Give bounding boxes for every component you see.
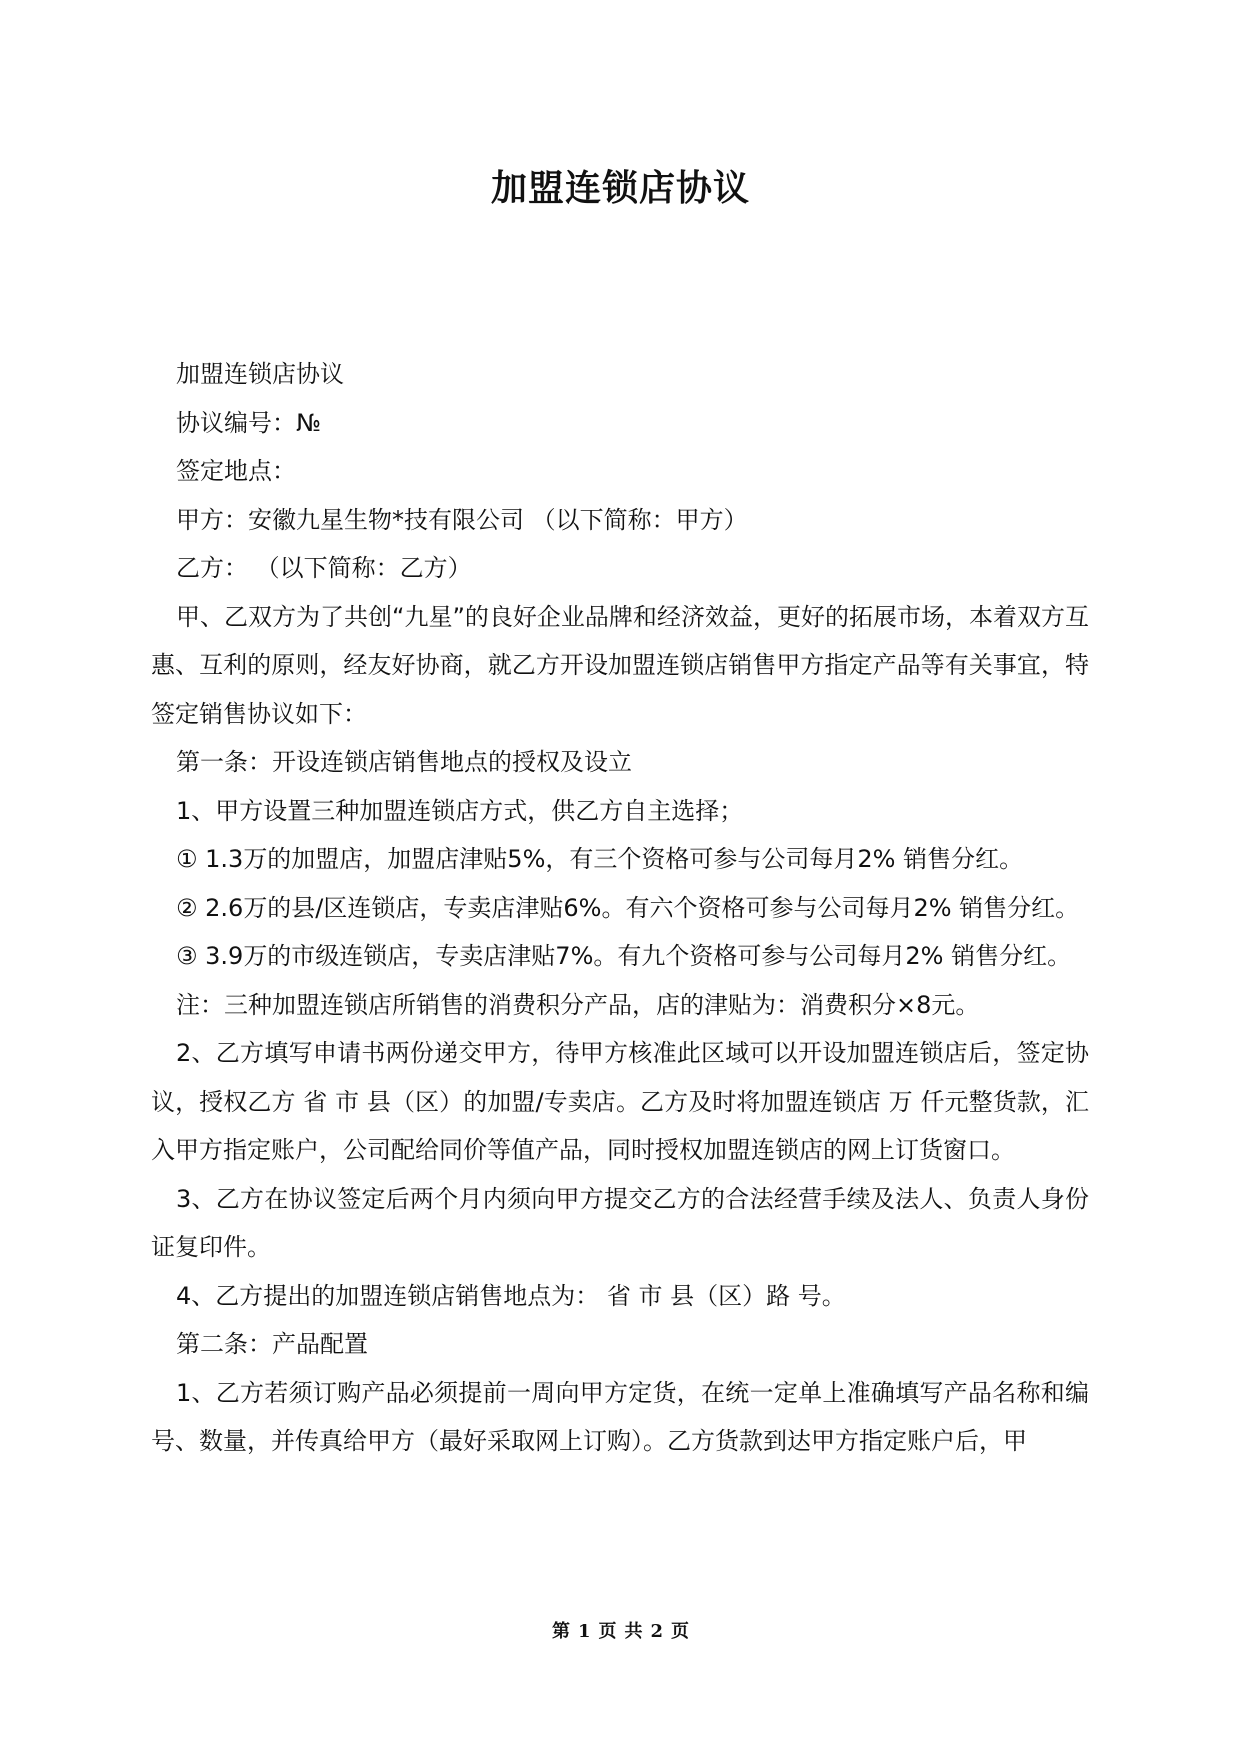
document-title: 加盟连锁店协议 [490,168,750,209]
paragraph-heading: 加盟连锁店协议 [176,360,344,388]
paragraph-article-2-item-1: 1、乙方若须订购产品必须提前一周向甲方定货，在统一定单上准确填写产品名称和编号、数量，并传真给甲方（最好采取网上订购）。乙方货款到达甲方指定账户后，甲 [151,1378,1089,1455]
paragraph-option-2: ② 2.6万的县/区连锁店，专卖店津贴6%。有六个资格可参与公司每月2% 销售分红。 [176,893,1080,922]
paragraph-option-1: ① 1.3万的加盟店，加盟店津贴5%，有三个资格可参与公司每月2% 销售分红。 [176,845,1024,873]
paragraph-option-3: ③ 3.9万的市级连锁店，专卖店津贴7%。有九个资格可参与公司每月2% 销售分红。 [176,942,1072,970]
paragraph-party-b: 乙方： （以下简称：乙方） [176,554,472,582]
footer-prefix: 第 [551,1621,570,1642]
paragraph-article-1-item-1: 1、甲方设置三种加盟连锁店方式，供乙方自主选择； [176,796,744,825]
paragraph-article-2-heading: 第二条：产品配置 [176,1330,368,1358]
paragraph-article-1-item-4: 4、乙方提出的加盟连锁店销售地点为： 省 市 县（区）路 号。 [176,1281,846,1310]
footer-current-page: 1 [577,1621,591,1642]
page-footer [0,1617,1241,1643]
paragraph-note: 注：三种加盟连锁店所销售的消费积分产品，店的津贴为：消费积分×8元。 [176,990,980,1019]
paragraph-article-1-heading: 第一条：开设连锁店销售地点的授权及设立 [176,748,632,776]
paragraph-preamble: 甲、乙双方为了共创“九星”的良好企业品牌和经济效益，更好的拓展市场，本着双方互惠、互利的原则，经友好协商，就乙方开设加盟连锁店销售甲方指定产品等有关事宜，特签定销售协议如下： [151,602,1089,728]
paragraph-article-1-item-3: 3、乙方在协议签定后两个月内须向甲方提交乙方的合法经营手续及法人、负责人身份证复印件。 [151,1184,1089,1261]
paragraph-article-1-item-2: 2、乙方填写申请书两份递交甲方，待甲方核准此区域可以开设加盟连锁店后，签定协议，授权乙方 省 市 县（区）的加盟/专卖店。乙方及时将加盟连锁店 万 仟元整货款，汇入甲方指定账户，公司配给同价等值产品，同时授权加盟连锁店的网上订货窗口。 [151,1039,1089,1164]
document-body [151,350,1089,1466]
footer-total-pages: 2 [650,1621,664,1642]
paragraph-signing-place: 签定地点： [176,457,296,485]
footer-page-word: 页 [598,1621,617,1642]
paragraph-party-a: 甲方：安徽九星生物*技有限公司 （以下简称：甲方） [176,505,748,534]
footer-suffix: 页 [671,1621,690,1642]
footer-total-word: 共 [624,1621,643,1642]
paragraph-agreement-number: 协议编号：№ [176,408,321,437]
